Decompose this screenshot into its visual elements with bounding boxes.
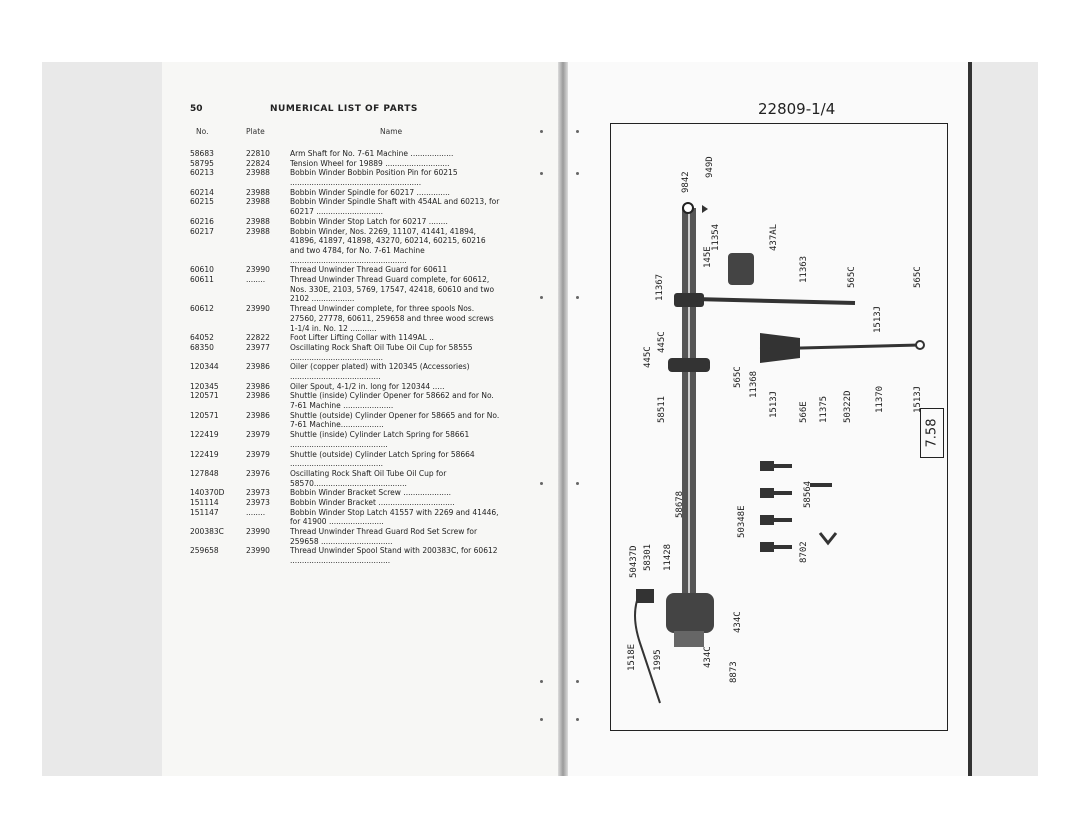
label-1513J-a: 1513J: [873, 305, 883, 333]
parts-list: [190, 149, 510, 566]
label-566E: 566E: [799, 401, 809, 423]
part-number: 60612: [190, 304, 214, 314]
label-565C-b: 565C: [913, 266, 923, 288]
table-row: [190, 430, 510, 449]
drawing-number: 22809-1/4: [758, 100, 836, 118]
table-row: [190, 469, 510, 488]
label-58678: 58678: [675, 490, 685, 518]
plate-number: 23990: [246, 527, 270, 537]
label-434C-b: 434C: [733, 611, 743, 633]
parts-diagram: [610, 123, 948, 731]
label-1518E: 1518E: [627, 643, 637, 671]
punch-dot: [540, 172, 543, 175]
label-58301: 58301: [643, 543, 653, 571]
label-565C-c: 565C: [733, 366, 743, 388]
label-11367: 11367: [655, 273, 665, 301]
part-number: 60216: [190, 216, 214, 226]
part-name: Oiler (copper plated) with 120345 (Accessories) ......................................: [290, 362, 470, 381]
part-name: Bobbin Winder Spindle Shaft with 454AL and 60213, for 60217 ............................: [290, 197, 500, 217]
part-number: 122419: [190, 430, 219, 440]
part-name: Bobbin Winder, Nos. 2269, 11107, 41441, 41894, 41896, 41897, 41898, 43270, 60214, 60215, 60216 and two 4784, for No. 7-61 Machine .................................................: [290, 226, 486, 265]
table-row: [190, 498, 510, 508]
page-number: 50: [190, 104, 203, 114]
punch-dot: [576, 296, 579, 299]
part-name: Shuttle (inside) Cylinder Latch Spring for 58661 .........................................: [290, 430, 470, 449]
part-name: Thread Unwinder Thread Guard Rod Set Screw for 259658 ..............................: [290, 527, 478, 546]
shaft-collar: [668, 358, 710, 372]
part-name: Bobbin Winder Stop Latch 41557 with 2269 and 41446, for 41900 .......................: [290, 507, 499, 527]
label-11428: 11428: [663, 543, 673, 571]
part-number: 120345: [190, 381, 219, 391]
punch-dot: [576, 680, 579, 683]
table-row: [190, 508, 510, 527]
table-row: [190, 411, 510, 430]
label-1513J-c: 1513J: [769, 390, 779, 418]
label-58511: 58511: [657, 395, 667, 423]
part-number: 58795: [190, 158, 214, 168]
punch-dot: [576, 718, 579, 721]
table-row: [190, 159, 510, 169]
part-number: 60215: [190, 197, 214, 207]
part-number: 120344: [190, 362, 219, 372]
part-name: Thread Unwinder Thread Guard for 60611: [290, 265, 448, 275]
plate-number: 23986: [246, 410, 270, 420]
plate-number: 23986: [246, 362, 270, 372]
table-row: [190, 391, 510, 410]
plate-number: 23988: [246, 226, 270, 236]
label-50322D: 50322D: [843, 390, 853, 423]
label-11363: 11363: [799, 255, 809, 283]
base-part: [666, 593, 714, 633]
table-row: [190, 488, 510, 498]
table-row: [190, 304, 510, 333]
column-header-name: Name: [380, 127, 403, 136]
label-50348E: 50348E: [737, 505, 747, 538]
book-gutter: [558, 62, 568, 776]
label-565C-a: 565C: [847, 266, 857, 288]
plate-number: 23973: [246, 498, 270, 507]
part-number: 58683: [190, 149, 214, 158]
part-number: 60217: [190, 226, 214, 236]
table-row: [190, 546, 510, 565]
plate-number: ........: [246, 275, 266, 285]
part-name: Bobbin Winder Spindle for 60217 ..............: [290, 187, 450, 197]
table-row: [190, 149, 510, 159]
label-145E: 145E: [703, 246, 713, 268]
part-number: 200383C: [190, 527, 224, 537]
screw-group: [760, 461, 792, 552]
part-number: 60214: [190, 187, 214, 197]
part-number: 122419: [190, 449, 219, 459]
plate-number: 23988: [246, 168, 270, 178]
table-row: [190, 265, 510, 275]
punch-dot: [540, 680, 543, 683]
figure-number-box: [920, 408, 944, 458]
table-row: [190, 168, 510, 187]
table-row: [190, 527, 510, 546]
plate-number: 23988: [246, 187, 270, 197]
label-11354: 11354: [711, 223, 721, 251]
label-434C-a: 434C: [703, 646, 713, 668]
label-1995: 1995: [653, 649, 663, 671]
plate-number: 23990: [246, 304, 270, 314]
page-title: NUMERICAL LIST OF PARTS: [270, 104, 418, 114]
part-name: Bobbin Winder Stop Latch for 60217 ........: [290, 216, 448, 226]
arm-part: [694, 299, 855, 303]
punch-dot: [540, 482, 543, 485]
part-name: Thread Unwinder Thread Guard complete, for 60612, Nos. 330E, 2103, 5769, 17547, 42418, 60610 and two 2102 ..................: [290, 275, 495, 304]
punch-dot: [540, 296, 543, 299]
label-949D: 949D: [705, 156, 715, 178]
table-row: [190, 227, 510, 266]
label-58564: 58564: [803, 480, 813, 508]
plate-number: 23988: [246, 197, 270, 207]
punch-dot: [540, 130, 543, 133]
part-name: Bobbin Winder Bobbin Position Pin for 60215 .......................................................: [290, 168, 458, 188]
label-8873: 8873: [729, 661, 739, 683]
plate-number: 23976: [246, 468, 270, 478]
part-name: Arm Shaft for No. 7-61 Machine ..................: [290, 149, 454, 158]
part-name: Oscillating Rock Shaft Oil Tube Oil Cup for 58555 .......................................: [290, 342, 473, 362]
table-row: [190, 275, 510, 304]
figure-number: 7.58: [924, 418, 940, 448]
plate-number: 23986: [246, 381, 270, 391]
table-row: [190, 188, 510, 198]
label-50437D: 50437D: [629, 545, 639, 578]
part-number: 60610: [190, 265, 214, 275]
part-number: 151147: [190, 507, 219, 517]
part-number: 127848: [190, 468, 219, 478]
label-11368: 11368: [749, 370, 759, 398]
label-1513J-b: 1513J: [913, 385, 923, 413]
column-header-no: No.: [196, 127, 209, 136]
part-number: 151114: [190, 498, 219, 507]
punch-dot: [576, 130, 579, 133]
bushing-part: [728, 253, 754, 285]
label-9842: 9842: [681, 171, 691, 193]
plate-number: 23986: [246, 391, 270, 401]
part-name: Oscillating Rock Shaft Oil Tube Oil Cup for 58570.......................................: [290, 468, 447, 488]
plate-number: ........: [246, 507, 266, 517]
part-number: 64052: [190, 333, 214, 343]
label-445C-b: 445C: [643, 346, 653, 368]
table-row: [190, 382, 510, 392]
plate-number: 23973: [246, 488, 270, 498]
plate-number: 23990: [246, 546, 270, 556]
table-row: [190, 217, 510, 227]
part-name: Thread Unwinder complete, for three spools Nos. 27560, 27778, 60611, 259658 and three wood screws 1-1/4 in. No. 12 ...........: [290, 304, 494, 333]
punch-dot: [576, 482, 579, 485]
part-name: Tension Wheel for 19889 ...........................: [290, 158, 450, 168]
part-name: Shuttle (outside) Cylinder Latch Spring for 58664 .......................................: [290, 449, 475, 469]
part-number: 140370D: [190, 488, 225, 498]
label-437AL: 437AL: [769, 223, 779, 251]
label-11370: 11370: [875, 385, 885, 413]
part-name: Bobbin Winder Bracket Screw ....................: [290, 488, 451, 498]
punch-dot: [576, 172, 579, 175]
part-name: Oiler Spout, 4-1/2 in. long for 120344 .....: [290, 381, 445, 391]
part-name: Shuttle (inside) Cylinder Opener for 58662 and for No. 7-61 Machine .....................: [290, 391, 494, 411]
punch-dot: [540, 718, 543, 721]
label-8702: 8702: [799, 541, 809, 563]
table-row: [190, 362, 510, 381]
part-number: 60213: [190, 168, 214, 178]
plate-number: 23979: [246, 430, 270, 440]
part-number: 60611: [190, 275, 214, 285]
page-edge: [968, 62, 972, 776]
part-number: 120571: [190, 410, 219, 420]
part-number: 68350: [190, 342, 214, 352]
part-name: Thread Unwinder Spool Stand with 200383C, for 60612 ..........................................: [290, 546, 498, 566]
plate-number: 22810: [246, 149, 270, 158]
table-row: [190, 197, 510, 216]
label-445C-a: 445C: [657, 331, 667, 353]
part-name: Bobbin Winder Bracket ................................: [290, 498, 455, 507]
table-row: [190, 450, 510, 469]
part-name: Shuttle (outside) Cylinder Opener for 58665 and for No. 7-61 Machine..................: [290, 410, 500, 430]
column-header-plate: Plate: [246, 127, 265, 136]
part-name: Foot Lifter Lifting Collar with 1149AL ..: [290, 333, 434, 343]
plate-number: 23977: [246, 342, 270, 352]
label-11375: 11375: [819, 395, 829, 423]
plate-number: 23990: [246, 265, 270, 275]
plate-number: 23988: [246, 216, 270, 226]
plate-number: 22822: [246, 333, 270, 343]
table-row: [190, 343, 510, 362]
plate-number: 22824: [246, 158, 270, 168]
part-number: 120571: [190, 391, 219, 401]
part-number: 259658: [190, 546, 219, 556]
plate-number: 23979: [246, 449, 270, 459]
table-row: [190, 333, 510, 343]
